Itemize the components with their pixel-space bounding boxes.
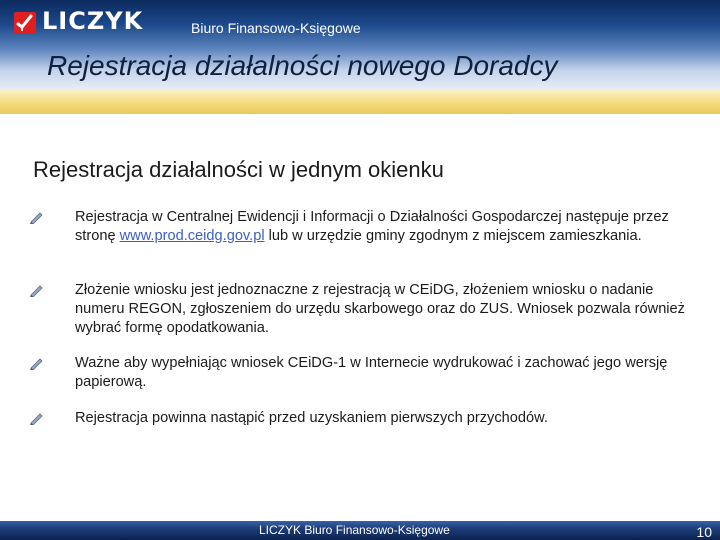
ceidg-link[interactable]: www.prod.ceidg.gov.pl [119, 228, 265, 244]
footer-bar [0, 521, 720, 540]
bullet-text: Rejestracja powinna nastąpić przed uzyskaniem pierwszych przychodów. [75, 410, 548, 426]
pen-bullet-icon [29, 356, 43, 370]
pen-bullet-icon [29, 411, 43, 425]
page-number: 10 [696, 524, 712, 540]
bullet-text [75, 208, 705, 246]
header-banner [0, 0, 720, 90]
brand-name: LICZYK [42, 7, 144, 35]
pen-bullet-icon [29, 283, 43, 297]
footer-label: LICZYK Biuro Finansowo-Księgowe [259, 523, 450, 537]
bullet-text-part: Rejestracja w Centralnej Ewidencji i Informacji o Działalności Gospodarczej następuje przez stronę [75, 209, 669, 244]
decorative-gold-bar [0, 90, 720, 114]
checkmark-logo-icon [14, 12, 36, 34]
bullet-text-part: lub w urzędzie gminy zgodnym z miejscem zamieszkania. [264, 228, 642, 244]
pen-bullet-icon [29, 210, 43, 224]
bullet-text: Złożenie wniosku jest jednoznaczne z rejestracją w CEiDG, złożeniem wniosku o nadanie numeru REGON, zgłoszeniem do urzędu skarbowego oraz do ZUS. Wniosek pozwala również wybrać formę opodatkowania. [75, 282, 685, 336]
bullet-text: Ważne aby wypełniając wniosek CEiDG-1 w Internecie wydrukować i zachować jego wersję papierową. [75, 355, 668, 390]
section-heading: Rejestracja działalności w jednym okienku [33, 157, 444, 182]
page-title: Rejestracja działalności nowego Doradcy [47, 50, 558, 81]
brand-subtitle: Biuro Finansowo-Księgowe [191, 20, 361, 36]
